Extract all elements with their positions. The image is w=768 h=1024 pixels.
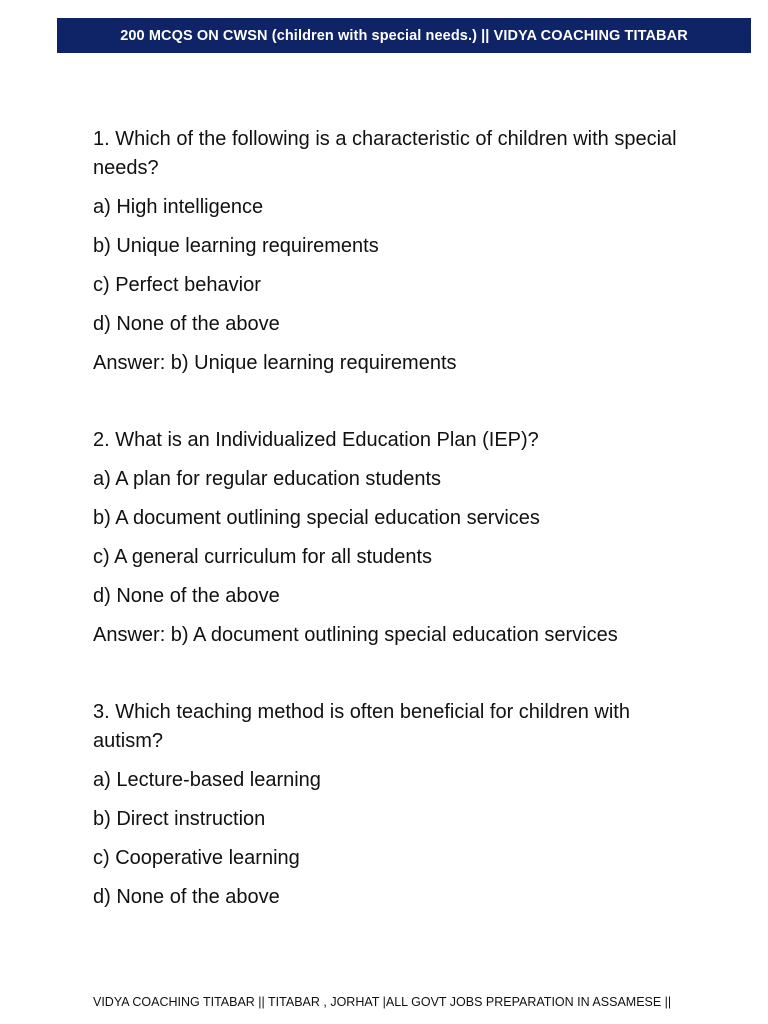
option-b: b) Unique learning requirements xyxy=(93,235,379,257)
option-c: c) Cooperative learning xyxy=(93,847,300,869)
option-d: d) None of the above xyxy=(93,585,280,607)
option-c: c) A general curriculum for all students xyxy=(93,546,433,568)
answer-text: Answer: b) Unique learning requirements xyxy=(93,352,457,374)
question-text: 1. Which of the following is a characteristic of children with special needs? xyxy=(93,128,677,179)
question-text: 3. Which teaching method is often beneficial for children with autism? xyxy=(93,701,630,752)
option-d: d) None of the above xyxy=(93,313,280,335)
header-title: 200 MCQS ON CWSN (children with special needs.) || VIDYA COACHING TITABAR xyxy=(120,27,688,44)
page-footer xyxy=(93,995,693,1009)
question-block-2 xyxy=(93,426,693,650)
option-d: d) None of the above xyxy=(93,886,280,908)
answer-text: Answer: b) A document outlining special education services xyxy=(93,624,618,646)
option-a: a) High intelligence xyxy=(93,196,264,218)
footer-text: VIDYA COACHING TITABAR || TITABAR , JORHAT |ALL GOVT JOBS PREPARATION IN ASSAMESE || xyxy=(93,995,672,1009)
question-block-1 xyxy=(93,125,693,378)
option-b: b) A document outlining special education services xyxy=(93,507,540,529)
header-banner xyxy=(57,18,751,53)
option-c: c) Perfect behavior xyxy=(93,274,261,296)
option-a: a) Lecture-based learning xyxy=(93,769,321,791)
question-text: 2. What is an Individualized Education Plan (IEP)? xyxy=(93,429,539,451)
option-a: a) A plan for regular education students xyxy=(93,468,442,490)
question-block-3 xyxy=(93,698,693,912)
mcq-list xyxy=(93,125,693,960)
option-b: b) Direct instruction xyxy=(93,808,266,830)
